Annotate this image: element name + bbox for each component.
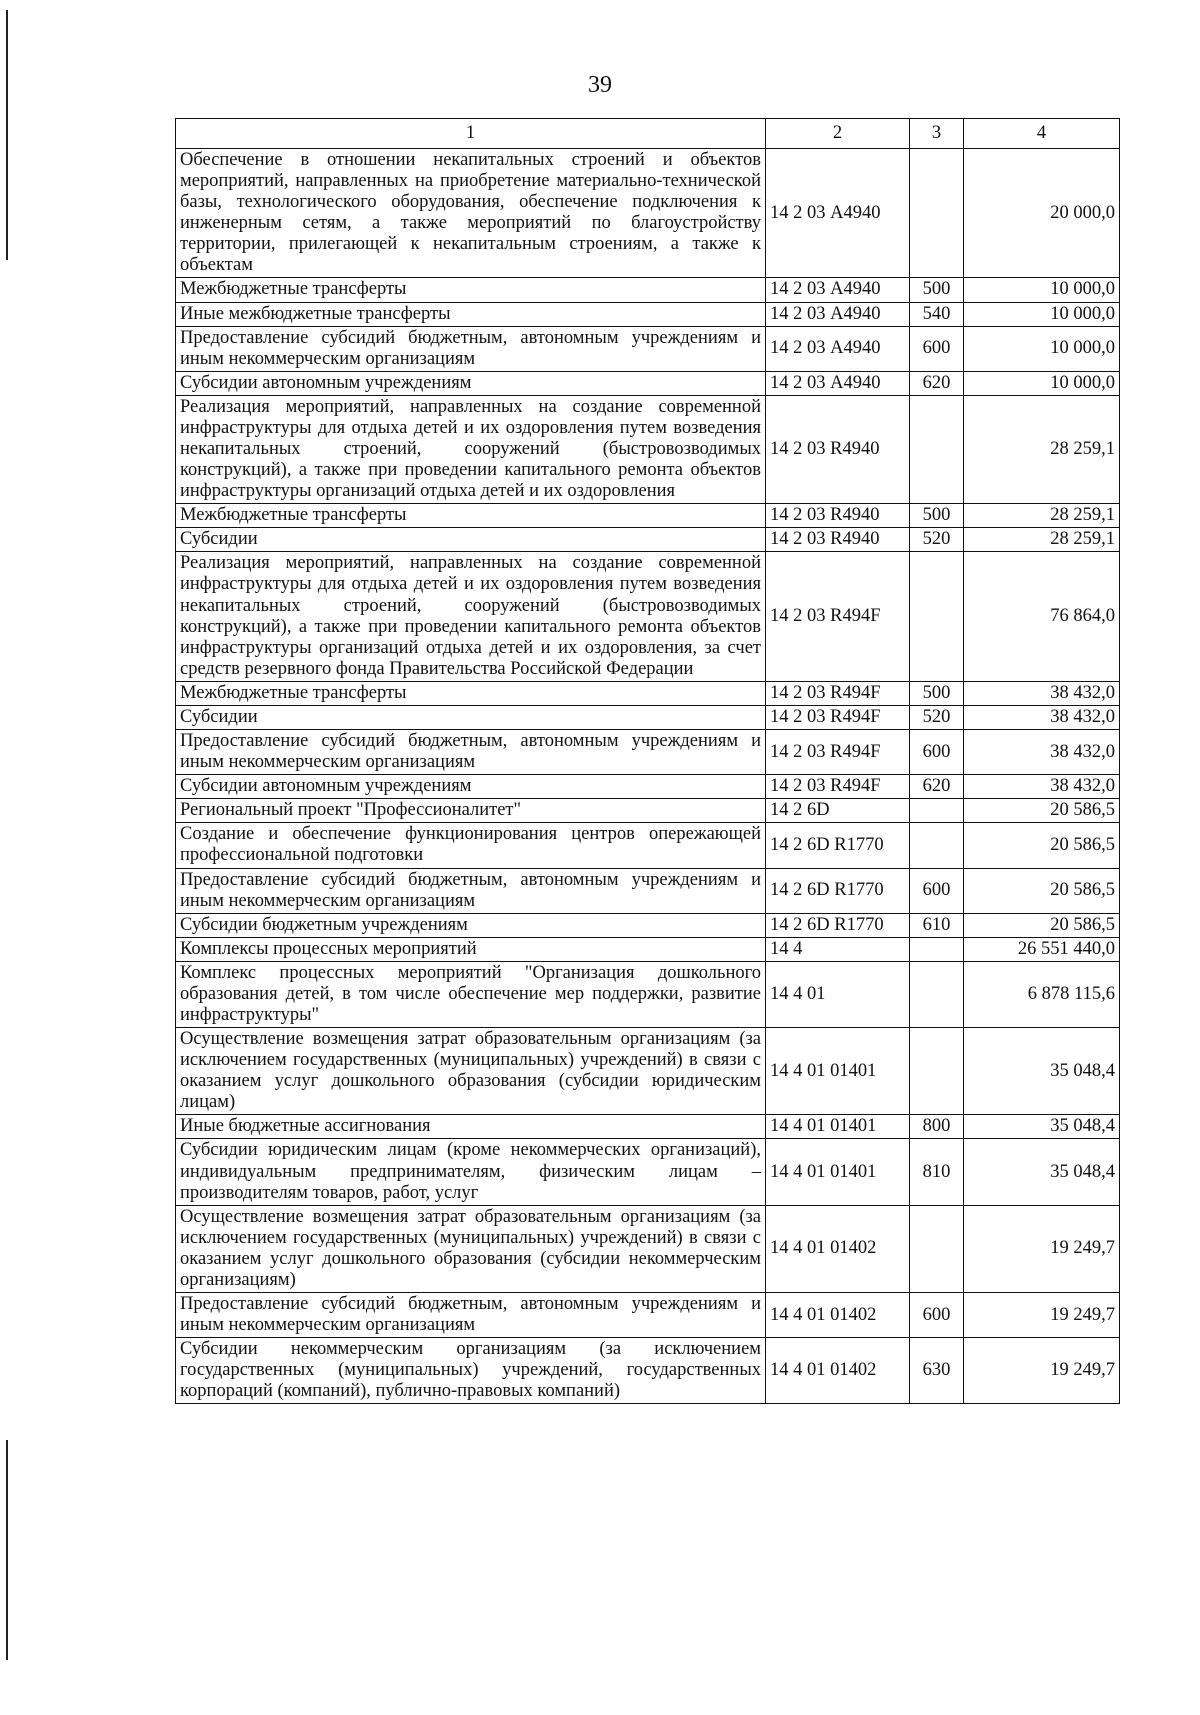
row-expense-type (910, 1028, 964, 1115)
row-expense-type: 600 (910, 730, 964, 775)
row-amount: 20 000,0 (964, 149, 1120, 278)
row-amount: 19 249,7 (964, 1338, 1120, 1404)
row-code: 14 2 03 R4940 (766, 504, 910, 528)
table-row (176, 868, 1120, 913)
row-amount: 38 432,0 (964, 730, 1120, 775)
row-code: 14 2 03 R4940 (766, 528, 910, 552)
header-col-3: 3 (910, 119, 964, 149)
row-amount: 19 249,7 (964, 1205, 1120, 1292)
row-name: Обеспечение в отношении некапитальных строений и объектов мероприятий, направленных на приобретение материально-технической базы, технологического оборудования, обеспечение подключения к инженерным сетям, а также мероприятий по благоустройству территории, прилегающей к некапитальным строениям, а также к объектам (176, 149, 766, 278)
table-row (176, 1338, 1120, 1404)
row-code: 14 4 01 01402 (766, 1205, 910, 1292)
table-row (176, 823, 1120, 868)
row-code: 14 2 03 R4940 (766, 395, 910, 503)
row-code: 14 2 03 А4940 (766, 302, 910, 326)
page-number: 39 (588, 72, 612, 98)
header-col-2: 2 (766, 119, 910, 149)
row-name: Межбюджетные трансферты (176, 504, 766, 528)
row-amount: 26 551 440,0 (964, 937, 1120, 961)
row-amount: 10 000,0 (964, 326, 1120, 371)
header-col-1: 1 (176, 119, 766, 149)
row-amount: 20 586,5 (964, 799, 1120, 823)
row-amount: 10 000,0 (964, 278, 1120, 302)
row-name: Региональный проект "Профессионалитет" (176, 799, 766, 823)
row-code: 14 4 01 (766, 961, 910, 1027)
table-row (176, 326, 1120, 371)
row-name: Иные бюджетные ассигнования (176, 1115, 766, 1139)
row-name: Субсидии автономным учреждениям (176, 775, 766, 799)
row-code: 14 2 6D (766, 799, 910, 823)
row-name: Межбюджетные трансферты (176, 278, 766, 302)
row-code: 14 2 03 А4940 (766, 278, 910, 302)
row-expense-type (910, 799, 964, 823)
row-expense-type (910, 395, 964, 503)
row-amount: 10 000,0 (964, 302, 1120, 326)
row-expense-type: 500 (910, 278, 964, 302)
row-expense-type (910, 823, 964, 868)
row-name: Предоставление субсидий бюджетным, автономным учреждениям и иным некоммерческим организациям (176, 326, 766, 371)
row-name: Субсидии некоммерческим организациям (за исключением государственных (муниципальных) учреждений, государственных корпораций (компаний), публично-правовых компаний) (176, 1338, 766, 1404)
row-code: 14 2 03 А4940 (766, 371, 910, 395)
row-amount: 20 586,5 (964, 823, 1120, 868)
table-row (176, 528, 1120, 552)
table-row (176, 395, 1120, 503)
row-name: Предоставление субсидий бюджетным, автономным учреждениям и иным некоммерческим организациям (176, 730, 766, 775)
row-code: 14 2 03 R494F (766, 552, 910, 681)
row-code: 14 2 03 R494F (766, 705, 910, 729)
row-code: 14 2 03 R494F (766, 730, 910, 775)
header-col-4: 4 (964, 119, 1120, 149)
row-expense-type: 520 (910, 705, 964, 729)
row-expense-type (910, 1205, 964, 1292)
table-row (176, 775, 1120, 799)
row-expense-type: 620 (910, 371, 964, 395)
row-code: 14 4 01 01402 (766, 1338, 910, 1404)
row-name: Межбюджетные трансферты (176, 681, 766, 705)
row-code: 14 2 6D R1770 (766, 913, 910, 937)
row-name: Субсидии бюджетным учреждениям (176, 913, 766, 937)
table-header-row (176, 119, 1120, 149)
table-row (176, 937, 1120, 961)
table-row (176, 552, 1120, 681)
table-row (176, 730, 1120, 775)
row-name: Иные межбюджетные трансферты (176, 302, 766, 326)
table-row (176, 149, 1120, 278)
row-expense-type (910, 149, 964, 278)
row-expense-type: 620 (910, 775, 964, 799)
table-row (176, 278, 1120, 302)
row-name: Субсидии (176, 528, 766, 552)
row-name: Создание и обеспечение функционирования центров опережающей профессиональной подготовки (176, 823, 766, 868)
table-row (176, 1292, 1120, 1337)
row-name: Осуществление возмещения затрат образовательным организациям (за исключением государственных (муниципальных) учреждений) в связи с оказанием услуг дошкольного образования (субсидии юридическим лицам) (176, 1028, 766, 1115)
row-name: Реализация мероприятий, направленных на создание современной инфраструктуры для отдыха детей и их оздоровления путем возведения некапитальных строений, сооружений (быстровозводимых конструкций), а также при проведении капитального ремонта объектов инфраструктуры организаций отдыха детей и их оздоровления (176, 395, 766, 503)
scan-edge-bottom (6, 1440, 8, 1660)
row-amount: 10 000,0 (964, 371, 1120, 395)
row-expense-type: 600 (910, 868, 964, 913)
row-amount: 76 864,0 (964, 552, 1120, 681)
row-expense-type: 500 (910, 681, 964, 705)
row-expense-type (910, 552, 964, 681)
row-expense-type: 800 (910, 1115, 964, 1139)
row-name: Субсидии автономным учреждениям (176, 371, 766, 395)
row-amount: 35 048,4 (964, 1028, 1120, 1115)
row-code: 14 4 01 01402 (766, 1292, 910, 1337)
row-amount: 38 432,0 (964, 681, 1120, 705)
row-expense-type (910, 961, 964, 1027)
table-row (176, 1115, 1120, 1139)
row-code: 14 2 6D R1770 (766, 823, 910, 868)
row-name: Реализация мероприятий, направленных на создание современной инфраструктуры для отдыха детей и их оздоровления путем возведения некапитальных строений, сооружений (быстровозводимых конструкций), а также при проведении капитального ремонта объектов инфраструктуры организаций отдыха детей и их оздоровления, за счет средств резервного фонда Правительства Российской Федерации (176, 552, 766, 681)
row-code: 14 4 (766, 937, 910, 961)
row-expense-type: 540 (910, 302, 964, 326)
table-row (176, 1205, 1120, 1292)
row-code: 14 2 6D R1770 (766, 868, 910, 913)
row-code: 14 2 03 R494F (766, 681, 910, 705)
row-code: 14 2 03 R494F (766, 775, 910, 799)
row-amount: 35 048,4 (964, 1139, 1120, 1205)
row-amount: 19 249,7 (964, 1292, 1120, 1337)
row-amount: 20 586,5 (964, 868, 1120, 913)
row-code: 14 4 01 01401 (766, 1115, 910, 1139)
table-row (176, 371, 1120, 395)
row-code: 14 2 03 А4940 (766, 326, 910, 371)
row-expense-type (910, 937, 964, 961)
row-name: Субсидии (176, 705, 766, 729)
row-expense-type: 810 (910, 1139, 964, 1205)
row-name: Предоставление субсидий бюджетным, автономным учреждениям и иным некоммерческим организациям (176, 1292, 766, 1337)
row-name: Комплексы процессных мероприятий (176, 937, 766, 961)
table-row (176, 913, 1120, 937)
budget-table (175, 118, 1120, 1404)
row-name: Субсидии юридическим лицам (кроме некоммерческих организаций), индивидуальным предпринимателям, физическим лицам – производителям товаров, работ, услуг (176, 1139, 766, 1205)
row-amount: 28 259,1 (964, 528, 1120, 552)
row-expense-type: 600 (910, 326, 964, 371)
row-amount: 35 048,4 (964, 1115, 1120, 1139)
row-expense-type: 630 (910, 1338, 964, 1404)
row-amount: 6 878 115,6 (964, 961, 1120, 1027)
row-expense-type: 600 (910, 1292, 964, 1337)
table-row (176, 302, 1120, 326)
row-expense-type: 520 (910, 528, 964, 552)
row-amount: 20 586,5 (964, 913, 1120, 937)
row-code: 14 4 01 01401 (766, 1139, 910, 1205)
row-amount: 28 259,1 (964, 395, 1120, 503)
row-name: Предоставление субсидий бюджетным, автономным учреждениям и иным некоммерческим организациям (176, 868, 766, 913)
table-row (176, 961, 1120, 1027)
row-code: 14 4 01 01401 (766, 1028, 910, 1115)
scan-edge-top (6, 10, 8, 260)
table-row (176, 705, 1120, 729)
row-expense-type: 610 (910, 913, 964, 937)
row-amount: 38 432,0 (964, 775, 1120, 799)
row-amount: 28 259,1 (964, 504, 1120, 528)
table-row (176, 1139, 1120, 1205)
table-row (176, 799, 1120, 823)
row-name: Комплекс процессных мероприятий "Организация дошкольного образования детей, в том числе обеспечение мер поддержки, развитие инфраструктуры" (176, 961, 766, 1027)
row-amount: 38 432,0 (964, 705, 1120, 729)
table-row (176, 504, 1120, 528)
table-row (176, 681, 1120, 705)
row-expense-type: 500 (910, 504, 964, 528)
row-name: Осуществление возмещения затрат образовательным организациям (за исключением государственных (муниципальных) учреждений) в связи с оказанием услуг дошкольного образования (субсидии некоммерческим организациям) (176, 1205, 766, 1292)
row-code: 14 2 03 А4940 (766, 149, 910, 278)
table-row (176, 1028, 1120, 1115)
